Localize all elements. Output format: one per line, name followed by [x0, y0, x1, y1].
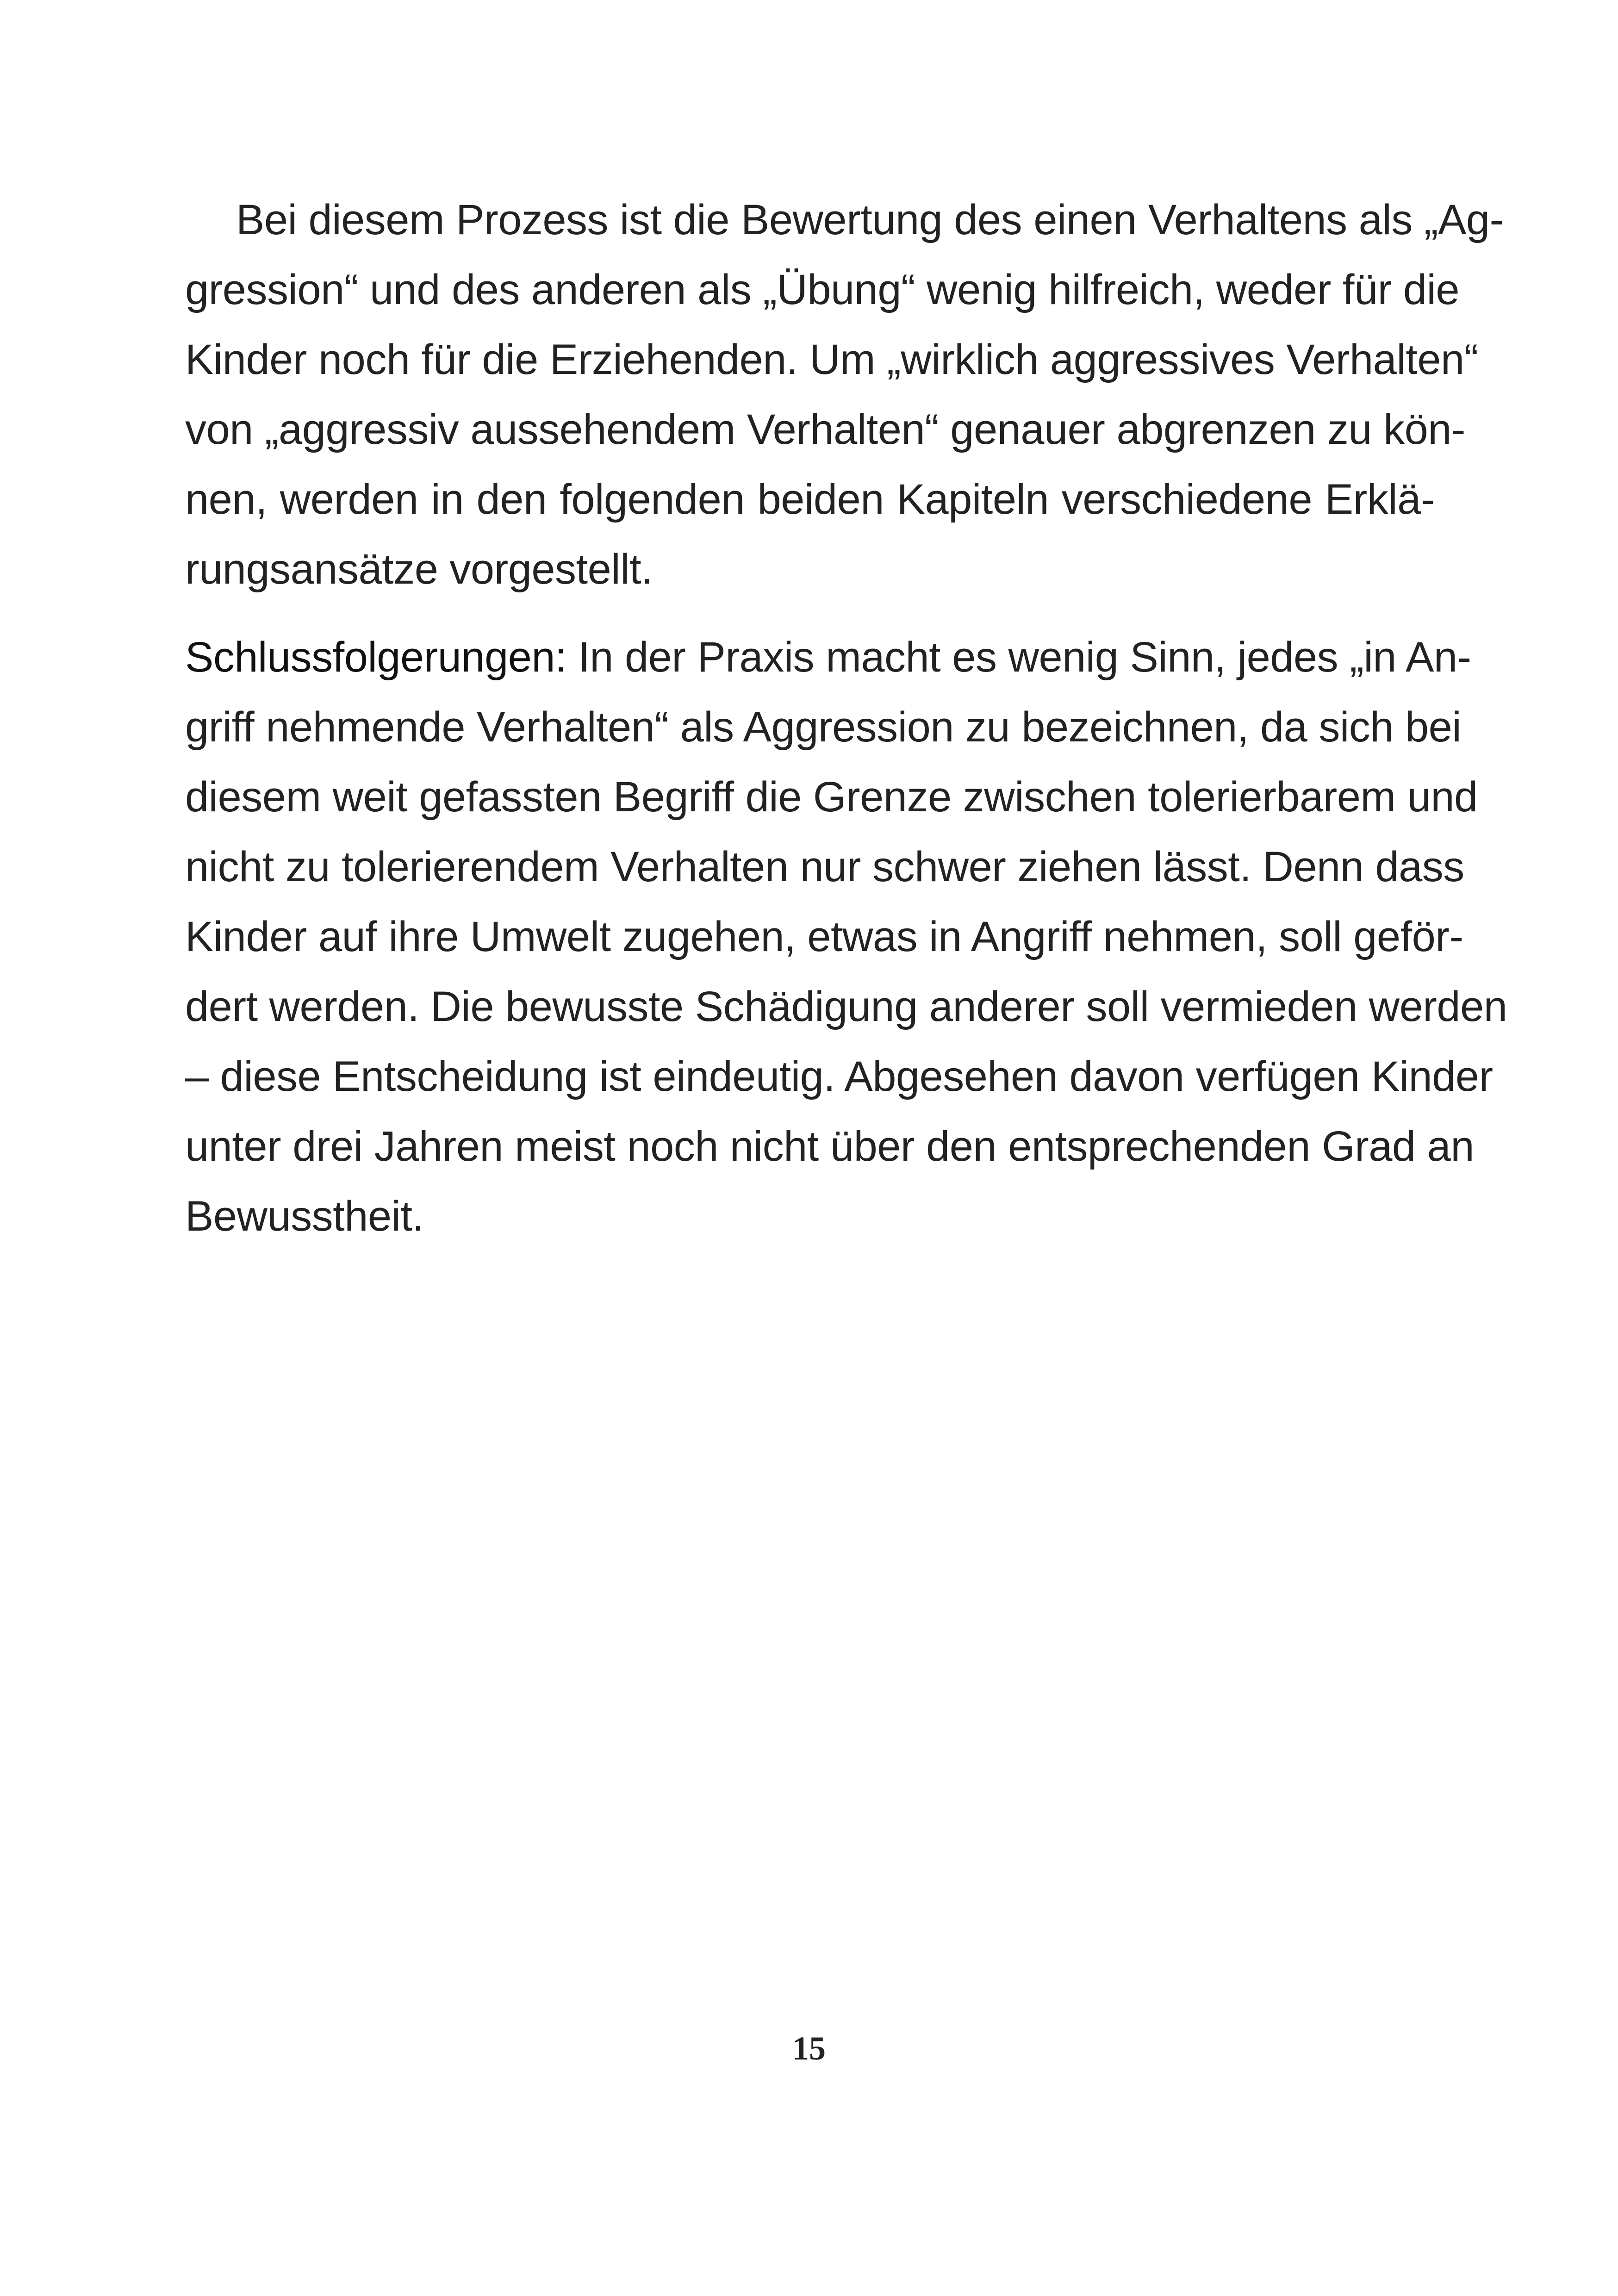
text-line: Kinder noch für die Erziehenden. Um „wirklich aggressives Verhalten“: [185, 336, 1478, 383]
text-line: unter drei Jahren meist noch nicht über den entsprechenden Grad an: [185, 1123, 1474, 1170]
text-fragment: In der Praxis macht es wenig Sinn, jedes „in An-: [566, 634, 1471, 681]
paragraph-process-evaluation: [185, 185, 1504, 604]
text-line: nicht zu tolerierendem Verhalten nur schwer ziehen lässt. Denn dass: [185, 843, 1464, 890]
text-line: griff nehmende Verhalten“ als Aggression zu bezeichnen, da sich bei: [185, 703, 1462, 751]
text-line: gression“ und des anderen als „Übung“ wenig hilfreich, weder für die: [185, 266, 1460, 313]
text-line: [185, 622, 1471, 692]
paragraph-conclusions: [185, 622, 1507, 1251]
conclusions-label: Schlussfolgerungen:: [185, 634, 567, 681]
text-line: rungsansätze vorgestellt.: [185, 546, 653, 593]
page-number: 15: [792, 2030, 826, 2067]
text-line: – diese Entscheidung ist eindeutig. Abgesehen davon verfügen Kinder: [185, 1053, 1493, 1100]
text-line: Kinder auf ihre Umwelt zugehen, etwas in Angriff nehmen, soll geför-: [185, 913, 1463, 960]
text-line: nen, werden in den folgenden beiden Kapiteln verschiedene Erklä-: [185, 476, 1435, 523]
text-line: Bei diesem Prozess ist die Bewertung des einen Verhaltens als „Ag-: [236, 196, 1504, 243]
text-line: von „aggressiv aussehendem Verhalten“ genauer abgrenzen zu kön-: [185, 406, 1466, 453]
text-line: Bewusstheit.: [185, 1193, 424, 1240]
text-line: diesem weit gefassten Begriff die Grenze zwischen tolerierbarem und: [185, 773, 1478, 821]
text-line: dert werden. Die bewusste Schädigung anderer soll vermieden werden: [185, 983, 1507, 1030]
